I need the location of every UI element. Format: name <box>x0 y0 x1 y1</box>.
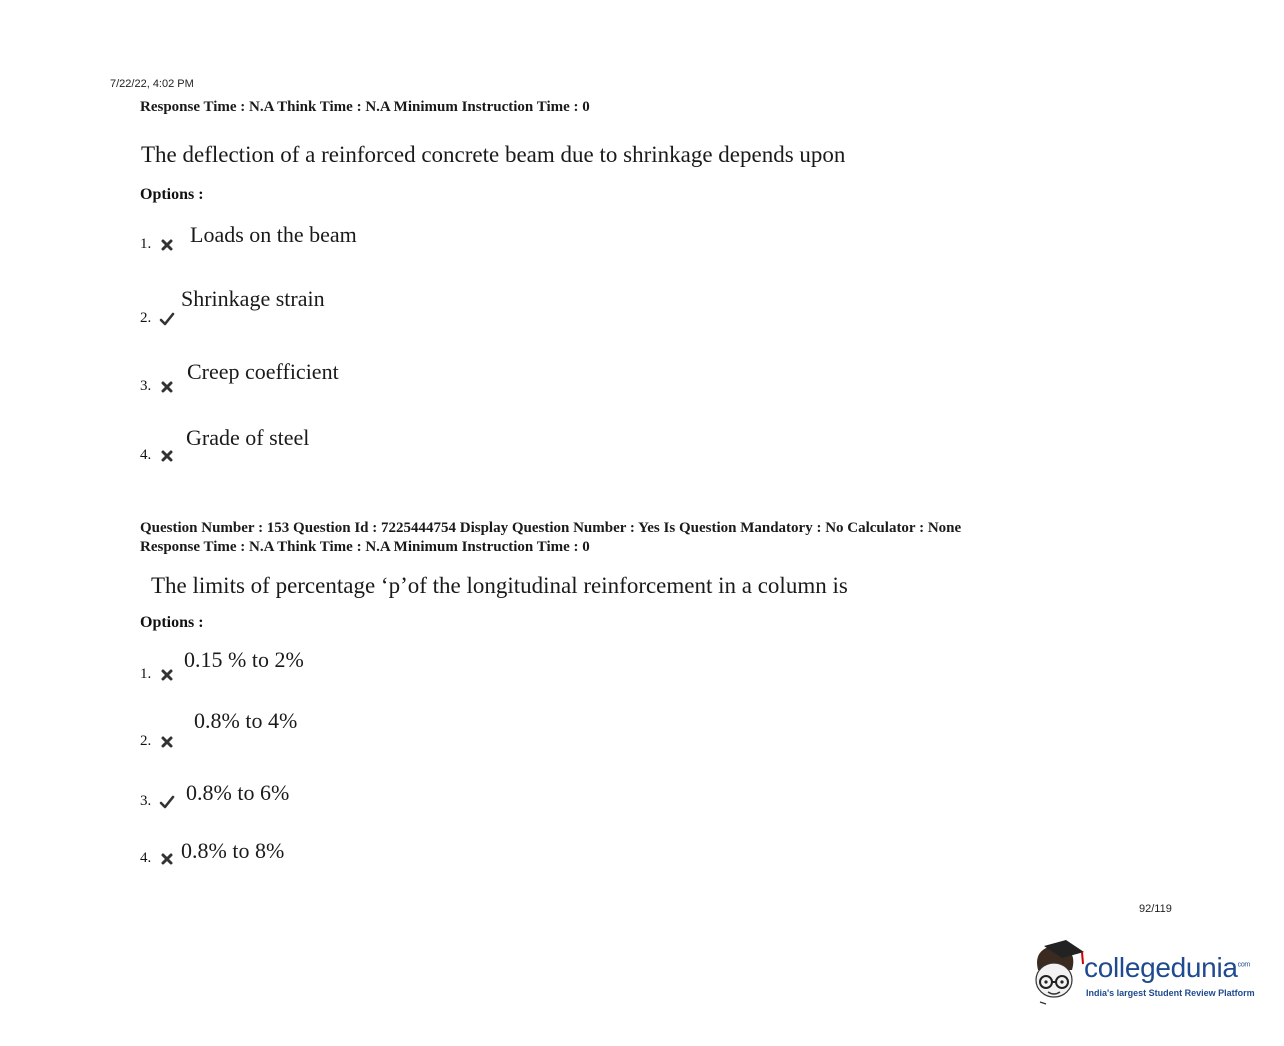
q2-option-1 <box>140 666 175 683</box>
cross-icon <box>159 851 175 867</box>
response-time-line: Response Time : N.A Think Time : N.A Minimum Instruction Time : 0 <box>140 99 590 115</box>
q2-option-3-text: 0.8% to 6% <box>186 780 290 805</box>
mascot-icon <box>1026 940 1086 1010</box>
option-number: 2. <box>140 733 152 749</box>
q2-option-1-text: 0.15 % to 2% <box>184 647 304 672</box>
brand-suffix: com <box>1237 961 1250 969</box>
question-2-response-line: Response Time : N.A Think Time : N.A Minimum Instruction Time : 0 <box>140 539 590 555</box>
collegedunia-logo <box>1026 940 1256 1010</box>
q2-option-2-text: 0.8% to 4% <box>194 708 298 733</box>
check-icon <box>159 311 175 327</box>
q2-option-4-text: 0.8% to 8% <box>181 838 285 863</box>
option-number: 1. <box>140 236 152 252</box>
option-number: 4. <box>140 850 152 866</box>
print-timestamp: 7/22/22, 4:02 PM <box>110 78 194 90</box>
question-2-text: The limits of percentage ‘p’of the longitudinal reinforcement in a column is <box>151 573 848 598</box>
q1-option-3-text: Creep coefficient <box>187 359 339 384</box>
option-number: 3. <box>140 378 152 394</box>
question-2-options-label: Options : <box>140 614 204 631</box>
q1-option-1 <box>140 236 175 253</box>
q1-option-4 <box>140 447 175 464</box>
q2-option-4 <box>140 850 175 867</box>
question-2-info-line: Question Number : 153 Question Id : 7225444754 Display Question Number : Yes Is Question Mandatory : No Calculator : None <box>140 520 962 536</box>
q2-option-3 <box>140 793 175 810</box>
option-number: 2. <box>140 310 152 326</box>
option-number: 3. <box>140 793 152 809</box>
q2-option-2 <box>140 733 175 750</box>
cross-icon <box>159 734 175 750</box>
brand-name: collegedunia$^{com}$ <box>1084 952 1250 983</box>
cross-icon <box>159 237 175 253</box>
brand-tagline: India's largest Student Review Platform <box>1086 988 1255 998</box>
option-number: 4. <box>140 447 152 463</box>
q1-option-1-text: Loads on the beam <box>190 222 357 247</box>
page-number: 92/119 <box>1139 903 1172 915</box>
option-number: 1. <box>140 666 152 682</box>
q1-option-4-text: Grade of steel <box>186 425 310 450</box>
question-1-options-label: Options : <box>140 186 204 203</box>
cross-icon <box>159 379 175 395</box>
q1-option-2 <box>140 310 175 327</box>
cross-icon <box>159 667 175 683</box>
cross-icon <box>159 448 175 464</box>
q1-option-2-text: Shrinkage strain <box>181 286 325 311</box>
check-icon <box>159 794 175 810</box>
q1-option-3 <box>140 378 175 395</box>
question-1-text: The deflection of a reinforced concrete beam due to shrinkage depends upon <box>141 142 846 167</box>
